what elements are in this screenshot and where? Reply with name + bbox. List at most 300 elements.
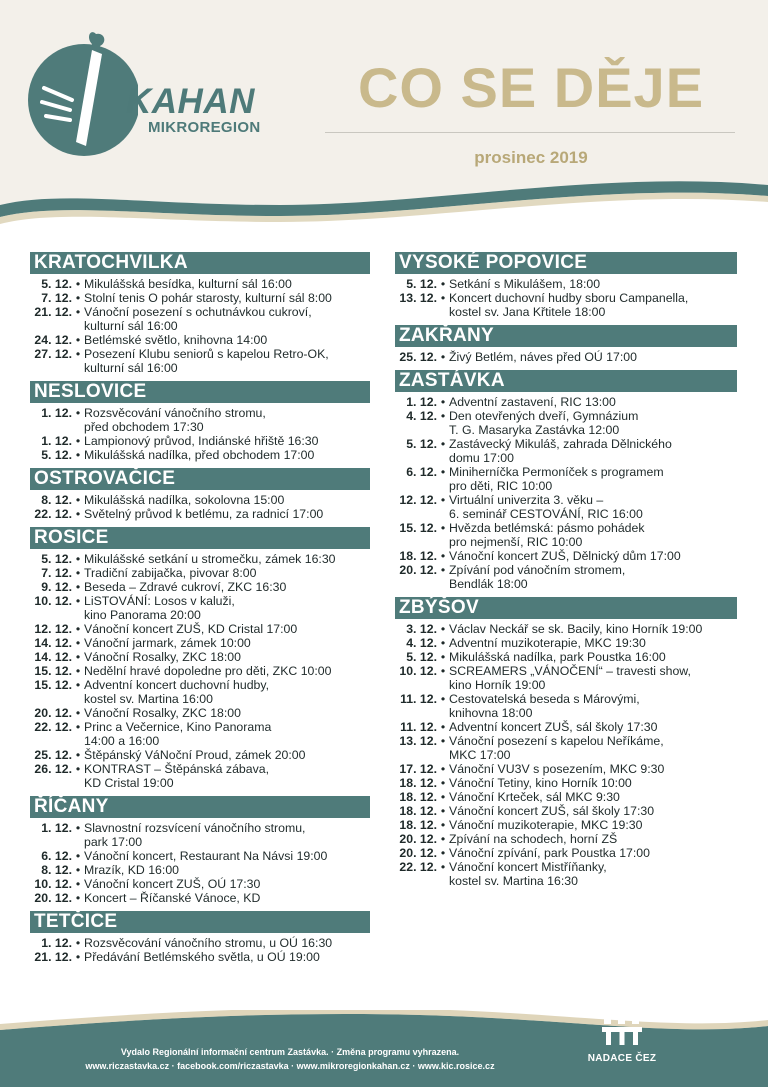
event-description xyxy=(84,877,370,891)
event-item xyxy=(30,678,370,706)
event-line: Betlémské světlo, knihovna 14:00 xyxy=(84,333,268,347)
bullet-icon: • xyxy=(440,563,446,577)
event-description xyxy=(449,563,737,591)
event-item xyxy=(30,305,370,333)
section-ostrovacice xyxy=(30,468,370,521)
event-item xyxy=(30,552,370,566)
bullet-icon: • xyxy=(75,936,81,950)
bullet-icon: • xyxy=(75,950,81,964)
event-line: Den otevřených dveří, Gymnázium xyxy=(449,409,639,423)
event-date: 20. 12. xyxy=(399,846,437,860)
section-rosice xyxy=(30,527,370,790)
event-description xyxy=(84,891,370,905)
event-date: 5. 12. xyxy=(406,437,437,451)
bullet-icon: • xyxy=(75,277,81,291)
section-heading: ZAKŘANY xyxy=(395,325,737,347)
section-heading: TETČICE xyxy=(30,911,370,933)
bullet-icon: • xyxy=(440,277,446,291)
event-line: SCREAMERS „VÁNOČENÍ“ – travesti show, xyxy=(449,664,691,678)
event-description xyxy=(449,493,737,521)
event-date: 7. 12. xyxy=(41,566,72,580)
bullet-icon: • xyxy=(75,877,81,891)
event-date: 26. 12. xyxy=(34,762,72,776)
event-item xyxy=(30,891,370,905)
page-header xyxy=(0,0,768,235)
bullet-icon: • xyxy=(75,821,81,835)
event-line: Hvězda betlémská: pásmo pohádek xyxy=(449,521,645,535)
event-description xyxy=(449,860,737,888)
bullet-icon: • xyxy=(75,434,81,448)
event-item xyxy=(395,521,737,549)
event-line: Setkání s Mikulášem, 18:00 xyxy=(449,277,601,291)
event-line: Adventní koncert ZUŠ, sál školy 17:30 xyxy=(449,720,658,734)
event-date: 11. 12. xyxy=(400,692,437,706)
event-line: Vánoční zpívání, park Poustka 17:00 xyxy=(449,846,650,860)
event-description xyxy=(449,818,737,832)
sponsor-name: NADACE ČEZ xyxy=(587,1053,657,1064)
event-line: Vánoční Rosalky, ZKC 18:00 xyxy=(84,706,241,720)
event-line: T. G. Masaryka Zastávka 12:00 xyxy=(449,423,620,437)
footer-links: www.riczastavka.cz · facebook.com/riczastavka · www.mikroregionkahan.cz · www.kic.rosice.cz xyxy=(85,1061,495,1071)
event-description xyxy=(84,622,370,636)
logo xyxy=(28,28,298,158)
event-description xyxy=(84,936,370,950)
event-date: 1. 12. xyxy=(41,406,72,420)
event-line: Virtuální univerzita 3. věku – xyxy=(449,493,604,507)
event-line: Mikulášská nadílka, sokolovna 15:00 xyxy=(84,493,285,507)
event-description xyxy=(84,762,370,790)
event-item xyxy=(30,821,370,849)
event-date: 20. 12. xyxy=(34,891,72,905)
event-line: kostel sv. Martina 16:30 xyxy=(449,874,578,888)
event-date: 5. 12. xyxy=(41,448,72,462)
event-description xyxy=(84,493,370,507)
event-item xyxy=(395,395,737,409)
event-description xyxy=(84,333,370,347)
event-line: Mikulášská besídka, kulturní sál 16:00 xyxy=(84,277,292,291)
event-line: kino Panorama 20:00 xyxy=(84,608,201,622)
bullet-icon: • xyxy=(440,804,446,818)
bullet-icon: • xyxy=(75,347,81,361)
bullet-icon: • xyxy=(440,622,446,636)
right-column xyxy=(395,252,737,894)
event-description xyxy=(449,277,737,291)
event-line: Zpívání pod vánočním stromem, xyxy=(449,563,626,577)
event-item xyxy=(30,720,370,748)
event-date: 3. 12. xyxy=(406,622,437,636)
bullet-icon: • xyxy=(75,622,81,636)
event-line: Zastávecký Mikuláš, zahrada Dělnického xyxy=(449,437,672,451)
event-line: Světelný průvod k betlému, za radnicí 17:00 xyxy=(84,507,324,521)
page-subtitle: prosinec 2019 xyxy=(474,148,588,167)
event-line: Vánoční Rosalky, ZKC 18:00 xyxy=(84,650,241,664)
bullet-icon: • xyxy=(440,762,446,776)
event-line: Vánoční jarmark, zámek 10:00 xyxy=(84,636,251,650)
event-line: Lampionový průvod, Indiánské hřiště 16:30 xyxy=(84,434,319,448)
event-description xyxy=(449,664,737,692)
bullet-icon: • xyxy=(75,507,81,521)
event-item xyxy=(395,664,737,692)
event-description xyxy=(449,692,737,720)
event-description xyxy=(84,434,370,448)
bullet-icon: • xyxy=(440,409,446,423)
event-line: Štěpánský VáNoční Proud, zámek 20:00 xyxy=(84,748,306,762)
event-date: 18. 12. xyxy=(399,818,437,832)
event-description xyxy=(449,636,737,650)
bullet-icon: • xyxy=(440,465,446,479)
event-date: 22. 12. xyxy=(399,860,437,874)
event-date: 4. 12. xyxy=(406,409,437,423)
event-item xyxy=(395,277,737,291)
event-line: LiSTOVÁNÍ: Losos v kaluži, xyxy=(84,594,235,608)
event-date: 12. 12. xyxy=(399,493,437,507)
event-item xyxy=(30,748,370,762)
event-description xyxy=(449,776,737,790)
event-item xyxy=(395,622,737,636)
event-description xyxy=(84,347,370,375)
event-line: pro děti, RIC 10:00 xyxy=(449,479,553,493)
footer-text xyxy=(40,1045,540,1073)
event-date: 1. 12. xyxy=(41,936,72,950)
event-description xyxy=(449,762,737,776)
bullet-icon: • xyxy=(440,860,446,874)
logo-name: KAHAN xyxy=(126,82,255,121)
event-line: Předávání Betlémského světla, u OÚ 19:00 xyxy=(84,950,320,964)
event-description xyxy=(84,552,370,566)
bullet-icon: • xyxy=(75,566,81,580)
bullet-icon: • xyxy=(75,636,81,650)
bullet-icon: • xyxy=(440,692,446,706)
event-date: 9. 12. xyxy=(41,580,72,594)
event-date: 1. 12. xyxy=(41,434,72,448)
event-description xyxy=(84,636,370,650)
event-line: Vánoční muzikoterapie, MKC 19:30 xyxy=(449,818,643,832)
event-description xyxy=(449,437,737,465)
event-line: KONTRAST – Štěpánská zábava, xyxy=(84,762,269,776)
bullet-icon: • xyxy=(440,493,446,507)
event-date: 5. 12. xyxy=(406,277,437,291)
bullet-icon: • xyxy=(75,406,81,420)
bullet-icon: • xyxy=(440,350,446,364)
event-line: Koncert – Říčanské Vánoce, KD xyxy=(84,891,261,905)
event-item xyxy=(395,832,737,846)
event-description xyxy=(84,594,370,622)
section-vysoke-popovice xyxy=(395,252,737,319)
event-line: Vánoční posezení s ochutnávkou cukroví, xyxy=(84,305,312,319)
section-zakrany xyxy=(395,325,737,364)
event-item xyxy=(30,650,370,664)
bullet-icon: • xyxy=(440,734,446,748)
event-description xyxy=(449,846,737,860)
bullet-icon: • xyxy=(75,305,81,319)
event-item xyxy=(395,762,737,776)
bullet-icon: • xyxy=(440,549,446,563)
event-line: 6. seminář CESTOVÁNÍ, RIC 16:00 xyxy=(449,507,643,521)
event-line: kostel sv. Jana Křtitele 18:00 xyxy=(449,305,606,319)
bullet-icon: • xyxy=(440,776,446,790)
bullet-icon: • xyxy=(75,333,81,347)
event-line: Vánoční posezení s kapelou Neříkáme, xyxy=(449,734,664,748)
logo-subtitle: MIKROREGION xyxy=(148,119,261,136)
event-description xyxy=(84,507,370,521)
event-line: Koncert duchovní hudby sboru Campanella, xyxy=(449,291,689,305)
event-item xyxy=(395,437,737,465)
event-line: Vánoční VU3V s posezením, MKC 9:30 xyxy=(449,762,665,776)
event-line: Beseda – Zdravé cukroví, ZKC 16:30 xyxy=(84,580,287,594)
event-date: 15. 12. xyxy=(34,664,72,678)
event-line: kulturní sál 16:00 xyxy=(84,319,178,333)
bullet-icon: • xyxy=(75,863,81,877)
event-date: 8. 12. xyxy=(41,863,72,877)
event-description xyxy=(84,706,370,720)
event-item xyxy=(30,863,370,877)
event-item xyxy=(30,580,370,594)
event-item xyxy=(395,776,737,790)
bullet-icon: • xyxy=(440,650,446,664)
event-date: 6. 12. xyxy=(406,465,437,479)
event-date: 4. 12. xyxy=(406,636,437,650)
event-description xyxy=(449,350,737,364)
event-line: kulturní sál 16:00 xyxy=(84,361,178,375)
event-item xyxy=(395,636,737,650)
event-item xyxy=(395,818,737,832)
event-line: kostel sv. Martina 16:00 xyxy=(84,692,213,706)
bullet-icon: • xyxy=(75,849,81,863)
event-description xyxy=(84,305,370,333)
event-item xyxy=(30,936,370,950)
event-line: Vánoční koncert Mistříňanky, xyxy=(449,860,607,874)
event-item xyxy=(395,790,737,804)
event-date: 15. 12. xyxy=(34,678,72,692)
bullet-icon: • xyxy=(440,720,446,734)
event-date: 11. 12. xyxy=(400,720,437,734)
bullet-icon: • xyxy=(440,395,446,409)
event-item xyxy=(395,720,737,734)
event-line: park 17:00 xyxy=(84,835,143,849)
event-item xyxy=(30,664,370,678)
event-date: 18. 12. xyxy=(399,549,437,563)
bullet-icon: • xyxy=(440,790,446,804)
event-line: Bendlák 18:00 xyxy=(449,577,528,591)
event-line: Tradiční zabijačka, pivovar 8:00 xyxy=(84,566,257,580)
bullet-icon: • xyxy=(75,594,81,608)
event-date: 18. 12. xyxy=(399,804,437,818)
bullet-icon: • xyxy=(75,664,81,678)
event-item xyxy=(30,762,370,790)
event-line: knihovna 18:00 xyxy=(449,706,533,720)
event-item xyxy=(30,493,370,507)
bullet-icon: • xyxy=(75,448,81,462)
bullet-icon: • xyxy=(75,706,81,720)
event-date: 5. 12. xyxy=(41,552,72,566)
event-item xyxy=(395,650,737,664)
event-line: před obchodem 17:30 xyxy=(84,420,204,434)
event-item xyxy=(395,692,737,720)
event-item xyxy=(395,860,737,888)
event-line: Posezení Klubu seniorů s kapelou Retro-OK, xyxy=(84,347,329,361)
event-description xyxy=(84,448,370,462)
event-date: 13. 12. xyxy=(399,291,437,305)
event-date: 10. 12. xyxy=(399,664,437,678)
event-description xyxy=(449,465,737,493)
event-line: Cestovatelská beseda s Márovými, xyxy=(449,692,640,706)
sponsor-logo xyxy=(582,1018,662,1064)
event-line: Mrazík, KD 16:00 xyxy=(84,863,179,877)
event-description xyxy=(84,720,370,748)
event-item xyxy=(30,347,370,375)
left-column xyxy=(30,252,370,970)
bullet-icon: • xyxy=(75,580,81,594)
event-description xyxy=(84,580,370,594)
event-description xyxy=(449,521,737,549)
section-zbysov xyxy=(395,597,737,888)
event-description xyxy=(449,622,737,636)
event-description xyxy=(449,804,737,818)
event-line: Rozsvěcování vánočního stromu, xyxy=(84,406,266,420)
event-item xyxy=(30,636,370,650)
event-date: 5. 12. xyxy=(406,650,437,664)
event-line: Stolní tenis O pohár starosty, kulturní sál 8:00 xyxy=(84,291,332,305)
event-description xyxy=(84,821,370,849)
event-date: 15. 12. xyxy=(399,521,437,535)
event-description xyxy=(449,549,737,563)
event-line: Slavnostní rozsvícení vánočního stromu, xyxy=(84,821,306,835)
event-item xyxy=(395,493,737,521)
event-line: Vánoční koncert ZUŠ, sál školy 17:30 xyxy=(449,804,655,818)
event-item xyxy=(30,448,370,462)
event-date: 17. 12. xyxy=(399,762,437,776)
event-item xyxy=(30,706,370,720)
event-date: 12. 12. xyxy=(34,622,72,636)
event-description xyxy=(449,720,737,734)
event-description xyxy=(84,950,370,964)
section-heading: VYSOKÉ POPOVICE xyxy=(395,252,737,274)
event-line: Rozsvěcování vánočního stromu, u OÚ 16:30 xyxy=(84,936,333,950)
event-line: Nedělní hravé dopoledne pro děti, ZKC 10:00 xyxy=(84,664,332,678)
section-kratochvilka xyxy=(30,252,370,375)
bullet-icon: • xyxy=(75,291,81,305)
event-description xyxy=(84,664,370,678)
event-item xyxy=(395,734,737,762)
event-item xyxy=(395,409,737,437)
event-description xyxy=(449,291,737,319)
event-item xyxy=(395,291,737,319)
bullet-icon: • xyxy=(75,748,81,762)
event-date: 1. 12. xyxy=(406,395,437,409)
event-line: kino Horník 19:00 xyxy=(449,678,546,692)
event-item xyxy=(30,434,370,448)
event-line: Mikulášská nadílka, park Poustka 16:00 xyxy=(449,650,666,664)
event-description xyxy=(84,863,370,877)
event-date: 22. 12. xyxy=(34,720,72,734)
event-description xyxy=(449,734,737,762)
section-heading: ZBÝŠOV xyxy=(395,597,737,619)
event-date: 1. 12. xyxy=(41,821,72,835)
event-line: Vánoční Tetiny, kino Horník 10:00 xyxy=(449,776,632,790)
event-description xyxy=(449,409,737,437)
section-heading: ŘÍČANY xyxy=(30,796,370,818)
event-line: KD Cristal 19:00 xyxy=(84,776,174,790)
title-divider xyxy=(325,132,735,133)
event-item xyxy=(30,566,370,580)
event-line: Václav Neckář se sk. Bacily, kino Horník 19:00 xyxy=(449,622,703,636)
event-item xyxy=(395,846,737,860)
event-date: 27. 12. xyxy=(34,347,72,361)
bullet-icon: • xyxy=(440,846,446,860)
event-line: Vánoční Krteček, sál MKC 9:30 xyxy=(449,790,620,804)
event-line: Princ a Večernice, Kino Panorama xyxy=(84,720,272,734)
bullet-icon: • xyxy=(75,720,81,734)
event-line: Zpívání na schodech, horní ZŠ xyxy=(449,832,618,846)
bullet-icon: • xyxy=(75,891,81,905)
section-heading: NESLOVICE xyxy=(30,381,370,403)
event-line: Miniherníčka Permoníček s programem xyxy=(449,465,664,479)
event-line: Adventní muzikoterapie, MKC 19:30 xyxy=(449,636,646,650)
event-item xyxy=(30,594,370,622)
event-description xyxy=(84,748,370,762)
event-date: 7. 12. xyxy=(41,291,72,305)
event-item xyxy=(395,563,737,591)
bullet-icon: • xyxy=(75,762,81,776)
event-date: 10. 12. xyxy=(34,594,72,608)
event-description xyxy=(84,406,370,434)
event-description xyxy=(84,277,370,291)
event-date: 14. 12. xyxy=(34,650,72,664)
section-tetcice xyxy=(30,911,370,964)
event-date: 20. 12. xyxy=(34,706,72,720)
bullet-icon: • xyxy=(75,552,81,566)
event-line: Adventní koncert duchovní hudby, xyxy=(84,678,270,692)
event-item xyxy=(30,291,370,305)
nadace-cez-icon xyxy=(602,1018,642,1046)
event-item xyxy=(30,877,370,891)
event-item xyxy=(30,277,370,291)
event-date: 13. 12. xyxy=(399,734,437,748)
bullet-icon: • xyxy=(440,832,446,846)
event-description xyxy=(84,849,370,863)
lamp-icon xyxy=(28,28,138,158)
event-item xyxy=(30,333,370,347)
event-item xyxy=(395,804,737,818)
event-description xyxy=(84,650,370,664)
event-line: Živý Betlém, náves před OÚ 17:00 xyxy=(449,350,637,364)
event-description xyxy=(84,566,370,580)
event-item xyxy=(395,549,737,563)
section-heading: ZASTÁVKA xyxy=(395,370,737,392)
event-item xyxy=(30,622,370,636)
event-item xyxy=(395,465,737,493)
event-line: pro nejmenší, RIC 10:00 xyxy=(449,535,583,549)
section-zastavka xyxy=(395,370,737,591)
page-title: CO SE DĚJE xyxy=(357,56,705,119)
event-date: 18. 12. xyxy=(399,776,437,790)
event-line: Vánoční koncert, Restaurant Na Návsi 19:00 xyxy=(84,849,328,863)
event-date: 20. 12. xyxy=(399,832,437,846)
bullet-icon: • xyxy=(440,664,446,678)
event-date: 21. 12. xyxy=(34,950,72,964)
event-description xyxy=(449,832,737,846)
event-description xyxy=(449,650,737,664)
event-line: domu 17:00 xyxy=(449,451,514,465)
section-heading: ROSICE xyxy=(30,527,370,549)
event-date: 24. 12. xyxy=(34,333,72,347)
section-heading: OSTROVAČICE xyxy=(30,468,370,490)
event-item xyxy=(30,507,370,521)
event-line: Vánoční koncert ZUŠ, KD Cristal 17:00 xyxy=(84,622,298,636)
event-item xyxy=(30,849,370,863)
bullet-icon: • xyxy=(440,291,446,305)
event-date: 8. 12. xyxy=(41,493,72,507)
